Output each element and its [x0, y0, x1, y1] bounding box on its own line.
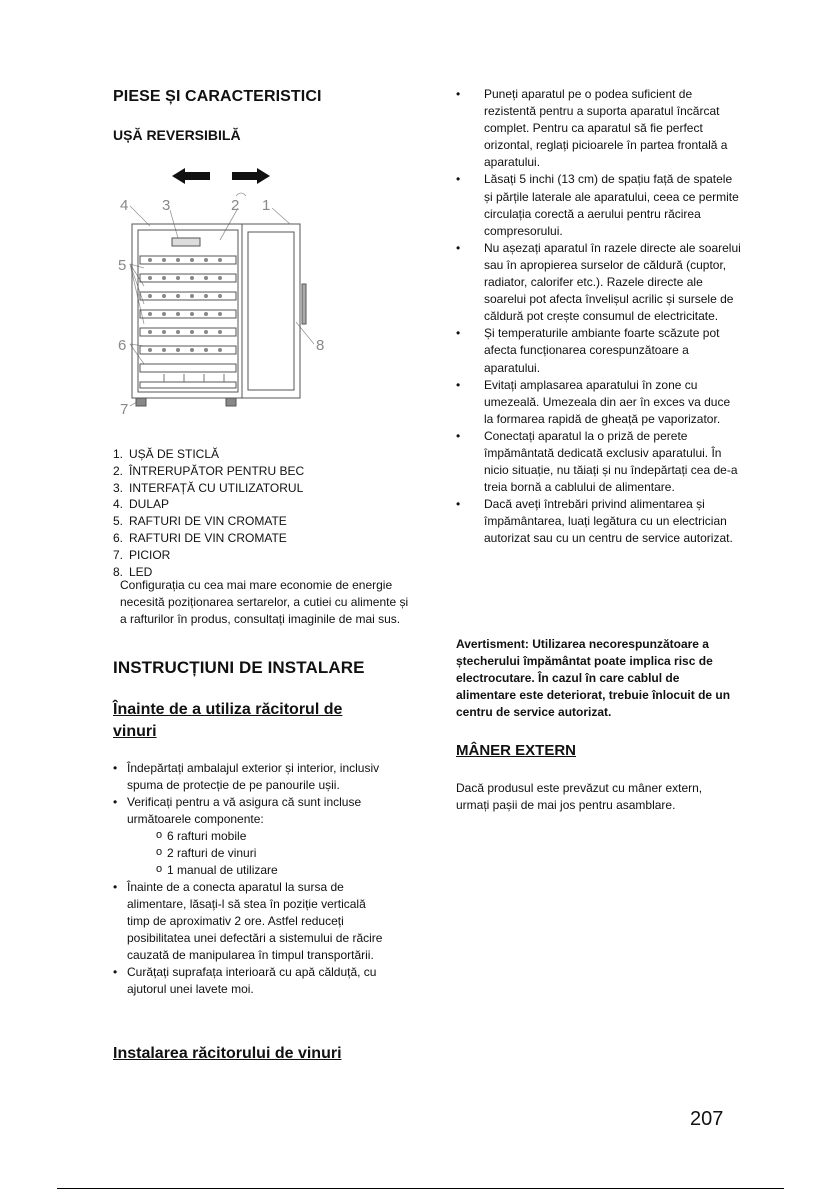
- subtitle-external-handle: MÂNER EXTERN: [456, 742, 577, 759]
- list-item: • Înainte de a conecta aparatul la sursa de alimentare, lăsați-l să stea în poziție verticală timp de aproximativ 2 ore. Astfel reduceți posibilitatea unei defectări a sistemului de răcire cauzată de manipularea în timpul transportării.: [113, 879, 385, 964]
- list-item: • Lăsați 5 inchi (13 cm) de spațiu față de spatele și părțile laterale ale aparatului, ceea ce permite circulația corectă a aerului pentru răcirea compresorului.: [456, 171, 741, 239]
- diagram-label: 7: [120, 401, 129, 418]
- list-item: • Evitați amplasarea aparatului în zone cu umezeală. Umezeala din aer în exces va duce la formarea rapidă de gheață pe vaporizator.: [456, 377, 741, 428]
- diagram-label: 3: [162, 197, 171, 214]
- components-list: [127, 828, 385, 879]
- diagram-label: 5: [118, 257, 127, 274]
- diagram-label: 4: [120, 197, 129, 214]
- list-item: • Conectați aparatul la o priză de perete împământată dedicată exclusiv aparatului. În nicio situație, nu tăiați și nu îndepărtați cea de-a treia bornă a cablului de alimentare.: [456, 428, 741, 496]
- list-item: 1. UȘĂ DE STICLĂ: [113, 447, 220, 461]
- list-item: 3. INTERFAȚĂ CU UTILIZATORUL: [113, 480, 304, 495]
- subtitle-reversible-door: UȘĂ REVERSIBILĂ: [113, 127, 241, 143]
- diagram-label: 8: [316, 337, 325, 354]
- list-item: • Nu așezați aparatul în razele directe ale soarelui sau în apropierea surselor de căldură (cuptor, radiator, calorifer etc.). Razele directe ale soarelui pot afecta învelișul acrilic și sursele de căldură pot crește consumul de electricitate.: [456, 240, 741, 325]
- diagram-label: 1: [262, 197, 271, 214]
- list-item: • Și temperaturile ambiante foarte scăzute pot afecta funcționarea corespunzătoare a aparatului.: [456, 325, 741, 376]
- page-number: 207: [690, 1108, 724, 1130]
- footer-rule: [57, 1188, 784, 1189]
- list-item: o 6 rafturi mobile: [127, 828, 385, 845]
- left-arrow-icon: [172, 168, 210, 184]
- list-item: 4. DULAP: [113, 497, 170, 512]
- warning-text: Avertisment: Utilizarea necorespunzătoare a ștecherului împământat poate implica risc de electrocutare. În cazul în care cablul de alimentare este deteriorat, trebuie înlocuit de un centru de service autorizat.: [456, 637, 731, 719]
- glass-door: [242, 224, 306, 398]
- section-title-install: INSTRUCȚIUNI DE INSTALARE: [113, 658, 365, 677]
- diagram-label: 2: [231, 197, 240, 214]
- list-item: o 2 rafturi de vinuri: [127, 845, 385, 862]
- list-item: • Verificați pentru a vă asigura că sunt incluse următoarele componente: o 6 rafturi mobile o 2 rafturi de vinuri o 1 manual de utilizare: [113, 794, 385, 879]
- list-item: o 1 manual de utilizare: [127, 862, 385, 879]
- list-item: 2. ÎNTRERUPĂTOR PENTRU BEC: [113, 463, 305, 478]
- config-note: Configurația cu cea mai mare economie de energie necesită poziționarea sertarelor, a cutiei cu alimente și a rafturilor în produs, consultați imaginile de mai sus.: [120, 578, 409, 626]
- diagram-label: 6: [118, 337, 127, 354]
- subtitle-before-use: Înainte de a utiliza răcitorul de vinuri: [113, 701, 343, 740]
- wine-cooler-diagram: [110, 160, 330, 420]
- subtitle-install-cooler: Instalarea răcitorului de vinuri: [113, 1045, 342, 1062]
- handle-text: Dacă produsul este prevăzut cu mâner extern, urmați pașii de mai jos pentru asamblare.: [456, 781, 703, 812]
- right-arrow-icon: [232, 168, 270, 184]
- list-item: • Îndepărtați ambalajul exterior și interior, inclusiv spuma de protecție de pe panourile ușii.: [113, 760, 385, 794]
- list-item: 6. RAFTURI DE VIN CROMATE: [113, 530, 287, 545]
- list-item: • Curățați suprafața interioară cu apă călduță, cu ajutorul unei lavete moi.: [113, 964, 385, 998]
- before-use-list: [113, 760, 385, 998]
- list-item: 8. LED: [113, 564, 153, 579]
- section-title-parts: PIESE ȘI CARACTERISTICI: [113, 88, 322, 105]
- list-item: 7. PICIOR: [113, 547, 171, 562]
- list-item: • Dacă aveți întrebări privind alimentarea și împământarea, luați legătura cu un electrician autorizat sau cu un centru de service autorizat.: [456, 496, 741, 547]
- list-item: • Puneți aparatul pe o podea suficient de rezistentă pentru a suporta aparatul încărcat complet. Pentru ca aparatul să fie perfect orizontal, reglați picioarele în partea frontală a aparatului.: [456, 86, 741, 171]
- placement-list: [456, 86, 741, 548]
- list-item: 5. RAFTURI DE VIN CROMATE: [113, 514, 287, 529]
- parts-list: [113, 446, 304, 580]
